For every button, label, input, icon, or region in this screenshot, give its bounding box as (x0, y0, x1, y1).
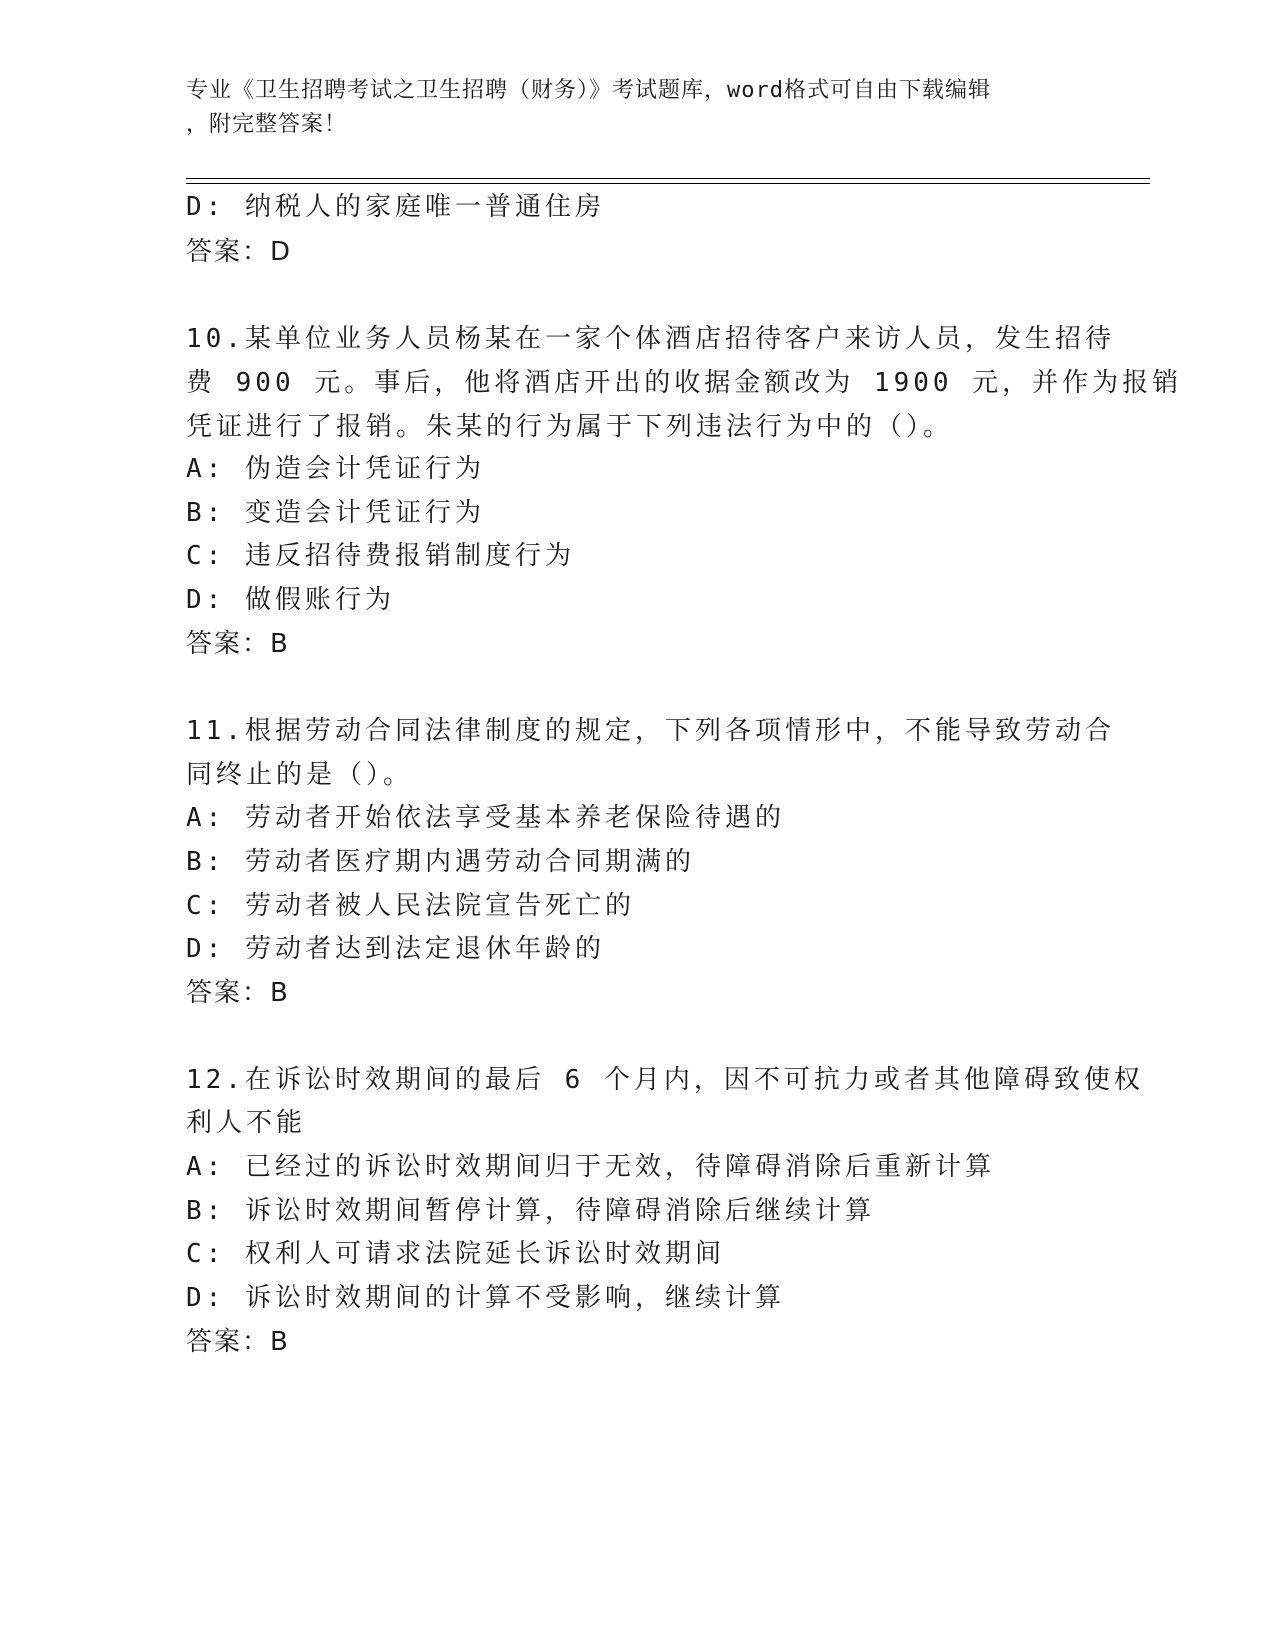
q11-stem-line-2: 同终止的是（）。 (186, 760, 414, 790)
q12-option-c: C: 权利人可请求法院延长诉讼时效期间 (186, 1239, 725, 1269)
header-divider-top (186, 178, 1150, 179)
q10-option-c: C: 违反招待费报销制度行为 (186, 541, 575, 571)
q12-stem-line-1: 12.在诉讼时效期间的最后 6 个月内，因不可抗力或者其他障碍致使权 (186, 1065, 1144, 1095)
q12-stem-line-2: 利人不能 (186, 1108, 307, 1138)
q10-stem-line-3: 凭证进行了报销。朱某的行为属于下列违法行为中的（）。 (186, 412, 954, 442)
q10-stem-line-1: 10.某单位业务人员杨某在一家个体酒店招待客户来访人员，发生招待 (186, 324, 1115, 354)
header-divider-bottom (186, 183, 1150, 184)
q10-option-a: A: 伪造会计凭证行为 (186, 454, 485, 484)
q10-stem-line-2: 费 900 元。事后，他将酒店开出的收据金额改为 1900 元，并作为报销 (186, 368, 1183, 398)
document-header (186, 74, 1066, 142)
q12-option-a: A: 已经过的诉讼时效期间归于无效，待障碍消除后重新计算 (186, 1152, 995, 1182)
q11-option-b: B: 劳动者医疗期内遇劳动合同期满的 (186, 847, 695, 877)
q10-option-b: B: 变造会计凭证行为 (186, 498, 485, 528)
q10-option-d: D: 做假账行为 (186, 585, 395, 615)
q11-stem-line-1: 11.根据劳动合同法律制度的规定，下列各项情形中，不能导致劳动合 (186, 716, 1115, 746)
q11-option-a: A: 劳动者开始依法享受基本养老保险待遇的 (186, 803, 785, 833)
prev-answer: 答案：D (186, 237, 293, 267)
header-line-2: ，附完整答案！ (186, 112, 348, 137)
q12-option-b: B: 诉讼时效期间暂停计算，待障碍消除后继续计算 (186, 1196, 875, 1226)
q11-option-d: D: 劳动者达到法定退休年龄的 (186, 934, 605, 964)
header-line-1: 专业《卫生招聘考试之卫生招聘（财务）》考试题库，word格式可自由下载编辑 (186, 78, 991, 103)
q12-answer: 答案：B (186, 1327, 290, 1357)
q11-answer: 答案：B (186, 978, 290, 1008)
q11-option-c: C: 劳动者被人民法院宣告死亡的 (186, 891, 635, 921)
q10-answer: 答案：B (186, 629, 290, 659)
prev-option-d: D: 纳税人的家庭唯一普通住房 (186, 192, 605, 222)
q12-option-d: D: 诉讼时效期间的计算不受影响，继续计算 (186, 1283, 785, 1313)
